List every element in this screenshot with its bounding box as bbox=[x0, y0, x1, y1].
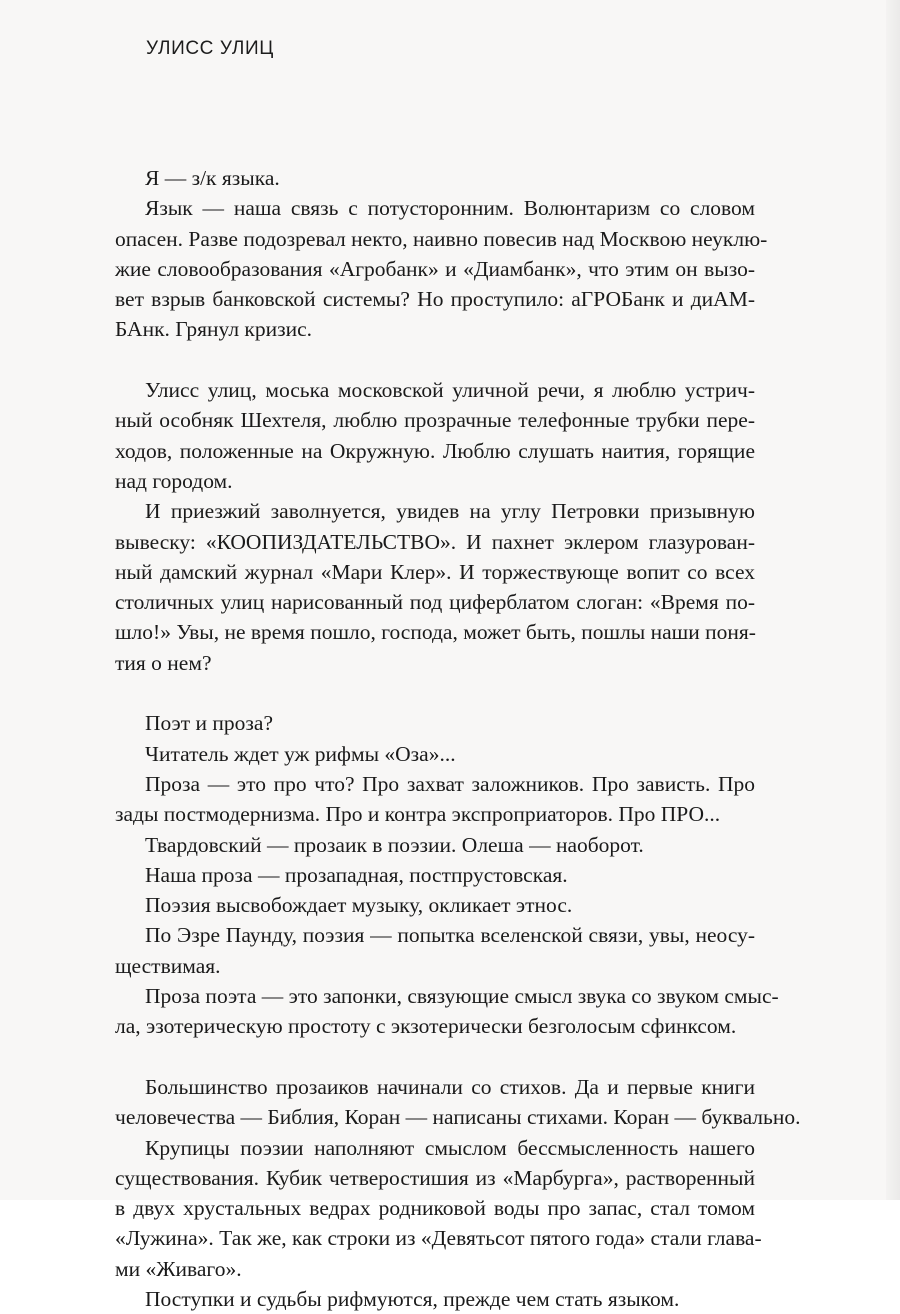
text-line: тия о нем? bbox=[115, 650, 212, 675]
text-section bbox=[115, 375, 755, 678]
text-line: существования. Кубик четверостишия из «Марбурга», растворенный bbox=[115, 1165, 755, 1190]
text-line: Крупицы поэзии наполняют смыслом бессмысленность нашего bbox=[145, 1135, 755, 1160]
text-section bbox=[115, 163, 768, 345]
text-line: Улисс улиц, моська московской уличной речи, я люблю устрич- bbox=[145, 378, 755, 403]
body-text bbox=[115, 163, 801, 1314]
text-line: Наша проза — прозападная, постпрустовская. bbox=[145, 862, 568, 887]
text-line: ходов, положенные на Окружную. Люблю слушать наития, горящие bbox=[115, 438, 755, 463]
page-edge-shadow bbox=[886, 0, 900, 1200]
text-line: И приезжий заволнуется, увидев на углу Петровки призывную bbox=[145, 499, 755, 524]
text-line: вывеску: «КООПИЗДАТЕЛЬСТВО». И пахнет эклером глазурован- bbox=[115, 529, 755, 554]
text-line: вет взрыв банковской системы? Но проступило: аГРОБанк и диАМ- bbox=[115, 287, 755, 312]
text-line: ный особняк Шехтеля, люблю прозрачные телефонные трубки пере- bbox=[115, 408, 755, 433]
text-line: человечества — Библия, Коран — написаны стихами. Коран — буквально. bbox=[115, 1105, 801, 1130]
text-line: Поступки и судьбы рифмуются, прежде чем стать языком. bbox=[145, 1286, 680, 1311]
text-line: Я — з/к языка. bbox=[145, 166, 280, 190]
text-line: ла, эзотерическую простоту с экзотерически безголосым сфинксом. bbox=[115, 1014, 737, 1039]
text-line: шло!» Увы, не время пошло, господа, может быть, пошлы наши поня- bbox=[115, 620, 756, 645]
text-line: опасен. Разве подозревал некто, наивно повесив над Москвою неуклю- bbox=[115, 226, 768, 251]
text-line: ми «Живаго». bbox=[115, 1256, 242, 1281]
text-line: Большинство прозаиков начинали со стихов. Да и первые книги bbox=[145, 1074, 755, 1099]
text-line: ществимая. bbox=[115, 953, 221, 978]
text-line: Проза поэта — это запонки, связующие смысл звука со звуком смыс- bbox=[145, 984, 779, 1009]
text-line: Поэзия высвобождает музыку, окликает этнос. bbox=[145, 893, 573, 918]
text-line: По Эзре Паунду, поэзия — попытка вселенской связи, увы, неосу- bbox=[145, 923, 755, 948]
text-line: над городом. bbox=[115, 468, 233, 493]
text-line: ный дамский журнал «Мари Клер». И торжествующе вопит со всех bbox=[115, 559, 755, 584]
running-head: УЛИСС УЛИЦ bbox=[146, 38, 274, 59]
text-line: Поэт и проза? bbox=[145, 711, 274, 736]
text-line: Язык — наша связь с потусторонним. Волюнтаризм со словом bbox=[145, 196, 755, 221]
text-section bbox=[115, 708, 779, 1041]
text-section bbox=[115, 1072, 801, 1314]
text-line: БАнк. Грянул кризис. bbox=[115, 317, 313, 342]
text-line: Твардовский — прозаик в поэзии. Олеша — наоборот. bbox=[145, 832, 644, 857]
text-line: жие словообразования «Агробанк» и «Диамбанк», что этим он вызо- bbox=[115, 256, 755, 281]
text-line: столичных улиц нарисованный под циферблатом слоган: «Время по- bbox=[115, 590, 755, 615]
text-line: в двух хрустальных ведрах родниковой воды про запас, стал томом bbox=[115, 1196, 755, 1221]
text-line: Читатель ждет уж рифмы «Оза»... bbox=[145, 741, 456, 766]
text-line: «Лужина». Так же, как строки из «Девятьсот пятого года» стали глава- bbox=[115, 1226, 762, 1251]
text-line: Проза — это про что? Про захват заложников. Про зависть. Про bbox=[145, 771, 755, 796]
text-line: зады постмодернизма. Про и контра экспроприаторов. Про ПРО... bbox=[115, 802, 721, 827]
